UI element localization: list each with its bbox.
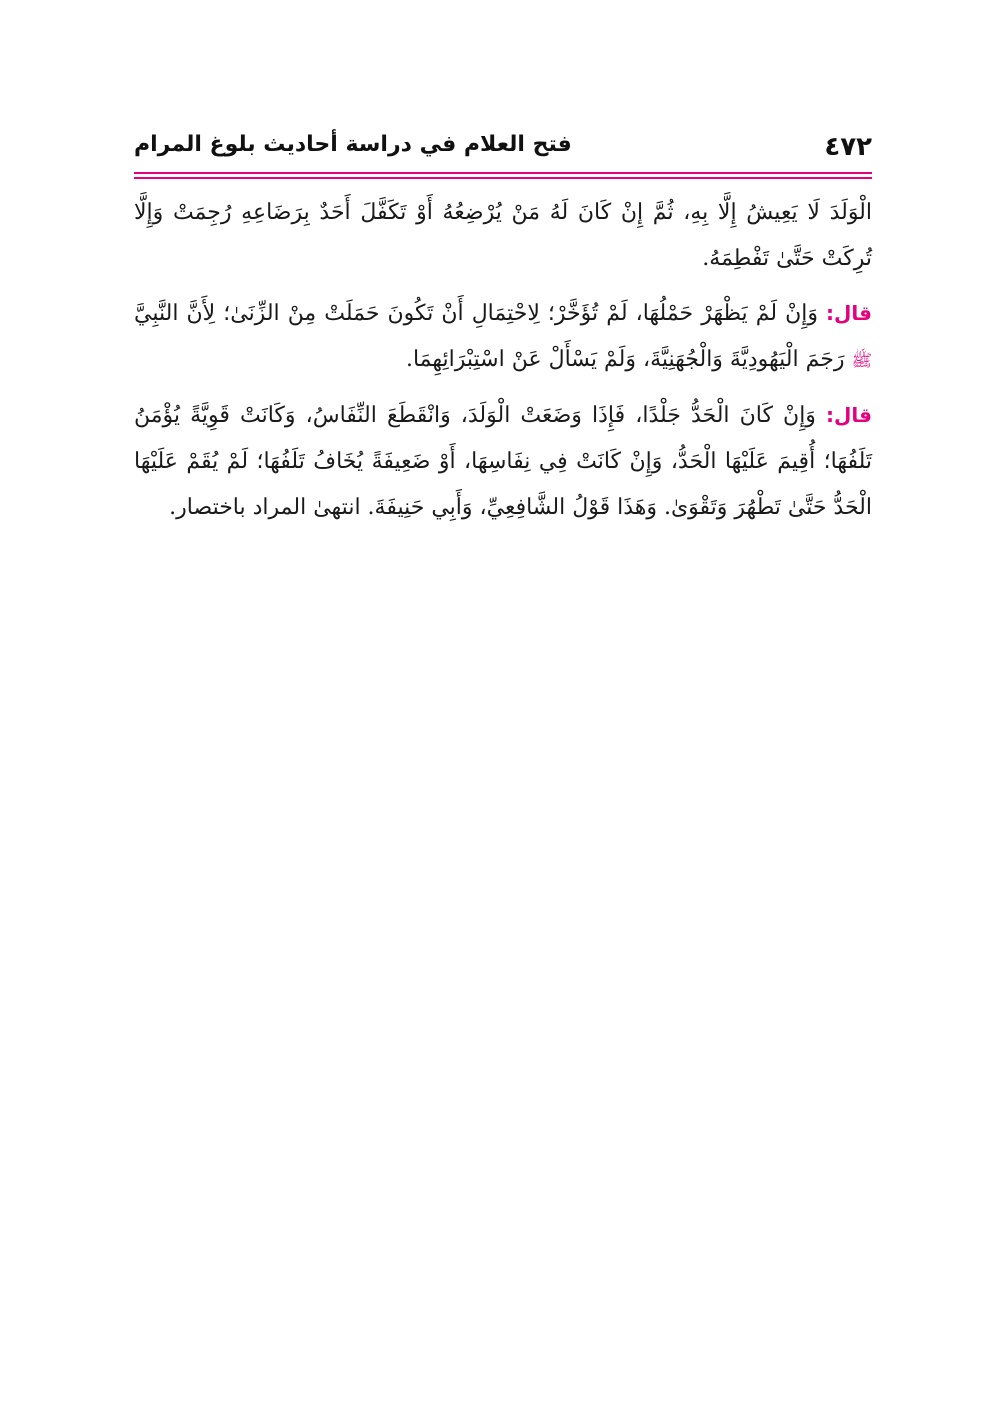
running-title: فتح العلام في دراسة أحاديث بلوغ المرام — [134, 132, 572, 157]
paragraph-continuation: الْوَلَدَ لَا يَعِيشُ إِلَّا بِهِ، ثُمَّ إِنْ كَانَ لَهُ مَنْ يُرْضِعُهُ أَوْ تَكَفَّلَ أَحَدٌ بِرَضَاعِهِ رُجِمَتْ وَإِلَّا تُرِكَتْ حَتَّىٰ تَفْطِمَهُ. — [134, 200, 872, 271]
header-rule-top — [134, 172, 872, 174]
body-text — [134, 184, 872, 539]
paragraph-text-cont: رَجَمَ الْيَهُودِيَّةَ وَالْجُهَنِيَّةَ، وَلَمْ يَسْأَلْ عَنْ اسْتِبْرَائِهِمَا. — [405, 347, 852, 372]
page-header — [134, 124, 872, 170]
paragraph-text: وَإِنْ لَمْ يَظْهَرْ حَمْلُهَا، لَمْ تُؤَخَّرْ؛ لِاحْتِمَالِ أَنْ تَكُونَ حَمَلَتْ مِنْ الزِّنَىٰ؛ لِأَنَّ النَّبِيَّ — [134, 301, 827, 326]
qal-label: قال: — [826, 403, 872, 427]
header-rule-bottom — [134, 177, 872, 179]
page-number: ٤٧٢ — [824, 132, 872, 162]
paragraph-qal-2 — [134, 392, 872, 531]
paragraph-text: وَإِنْ كَانَ الْحَدُّ جَلْدًا، فَإِذَا وَضَعَتْ الْوَلَدَ، وَانْقَطَعَ النِّفَاسُ، وَكَانَتْ قَوِيَّةً يُؤْمَنُ تَلَفُهَا؛ أُقِيمَ عَلَيْهَا الْحَدُّ، وَإِنْ كَانَتْ فِي نِفَاسِهَا، أَوْ ضَعِيفَةً يُخَافُ تَلَفُهَا؛ لَمْ يُقَمْ عَلَيْهَا الْحَدُّ حَتَّىٰ تَطْهُرَ وَتَقْوَىٰ. وَهَذَا قَوْلُ الشَّافِعِيِّ، وَأَبِي حَنِيفَةَ. انتهىٰ المراد باختصار. — [134, 403, 872, 520]
paragraph-qal-1 — [134, 290, 872, 384]
salawat-honorific: ﷺ — [851, 351, 872, 371]
qal-label: قال: — [826, 301, 872, 325]
